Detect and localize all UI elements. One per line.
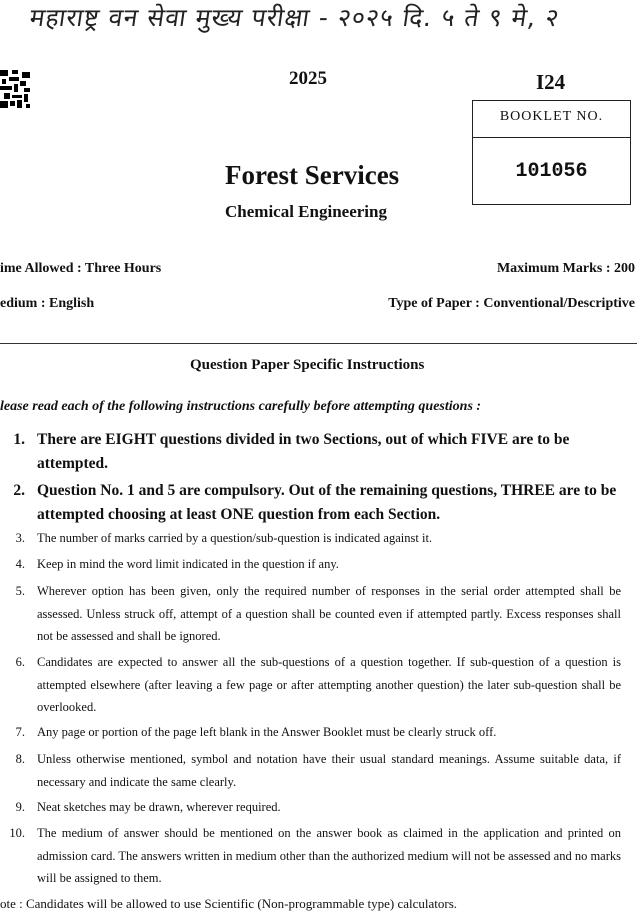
instruction-text: Wherever option has been given, only the required number of responses in the serial order attempted shall be assessed. Unless struck off, attempt of a question shall be counted even if attempted partly. Excess responses shall not be assessed and shall be ignored. <box>37 584 621 643</box>
instruction-text: The number of marks carried by a question/sub-question is indicated against it. <box>37 531 433 545</box>
instruction-number: 7. <box>15 725 25 739</box>
instructions-intro: lease read each of the following instructions carefully before attempting questions : <box>0 399 482 414</box>
paper-subtitle: Chemical Engineering <box>225 202 387 221</box>
medium: edium : English <box>0 296 95 311</box>
instruction-number: 5. <box>15 584 25 598</box>
booklet-number-box <box>472 100 631 205</box>
instruction-text: Any page or portion of the page left blank in the Answer Booklet must be clearly struck off. <box>37 725 497 739</box>
instruction-number: 1. <box>13 431 25 448</box>
instruction-number: 6. <box>15 655 25 669</box>
instructions-heading: Question Paper Specific Instructions <box>190 357 425 373</box>
instruction-number: 9. <box>15 800 25 814</box>
instruction-number: 4. <box>15 557 25 571</box>
maximum-marks: Maximum Marks : 200 <box>496 261 635 276</box>
paper-code: I24 <box>536 70 566 94</box>
time-allowed: ime Allowed : Three Hours <box>0 261 162 276</box>
instruction-number: 3. <box>15 531 25 545</box>
instruction-text: Neat sketches may be drawn, wherever required. <box>37 800 281 814</box>
section-divider <box>0 343 637 344</box>
paper-title: Forest Services <box>225 160 400 190</box>
type-of-paper: Type of Paper : Conventional/Descriptive <box>388 296 635 311</box>
exam-year: 2025 <box>289 68 327 89</box>
instruction-text: Unless otherwise mentioned, symbol and notation have their usual standard meanings. Assume suitable data, if necessary and indicate the same clearly. <box>37 752 621 789</box>
instruction-text: There are EIGHT questions divided in two Sections, out of which FIVE are to be attempted. <box>37 431 570 472</box>
instruction-number: 10. <box>9 826 25 840</box>
handwritten-header-note: महाराष्ट्र वन सेवा मुख्य परीक्षा - २०२५ दि. ५ ते ९ मे, २ <box>27 3 562 32</box>
booklet-divider <box>473 137 630 138</box>
instruction-number: 2. <box>13 482 25 499</box>
instruction-number: 8. <box>15 752 25 766</box>
instruction-text: The medium of answer should be mentioned on the answer book as claimed in the application and printed on admission card. The answers written in medium other than the authorized medium will not be assessed and no marks will be assigned to them. <box>37 826 622 885</box>
booklet-number: 101056 <box>515 160 588 183</box>
barcode-icon <box>0 70 30 108</box>
calculator-note: ote : Candidates will be allowed to use Scientific (Non-programmable type) calculators. <box>0 896 458 911</box>
instruction-text: Candidates are expected to answer all the sub-questions of a question together. If sub-question of a question is attempted elsewhere (after leaving a few page or after attempting another question) the later sub-question shall be overlooked. <box>37 655 621 714</box>
instruction-text: Question No. 1 and 5 are compulsory. Out of the remaining questions, THREE are to be attempted choosing at least ONE question from each Section. <box>37 482 617 523</box>
instruction-text: Keep in mind the word limit indicated in the question if any. <box>37 557 339 571</box>
booklet-label: BOOKLET NO. <box>499 109 604 124</box>
